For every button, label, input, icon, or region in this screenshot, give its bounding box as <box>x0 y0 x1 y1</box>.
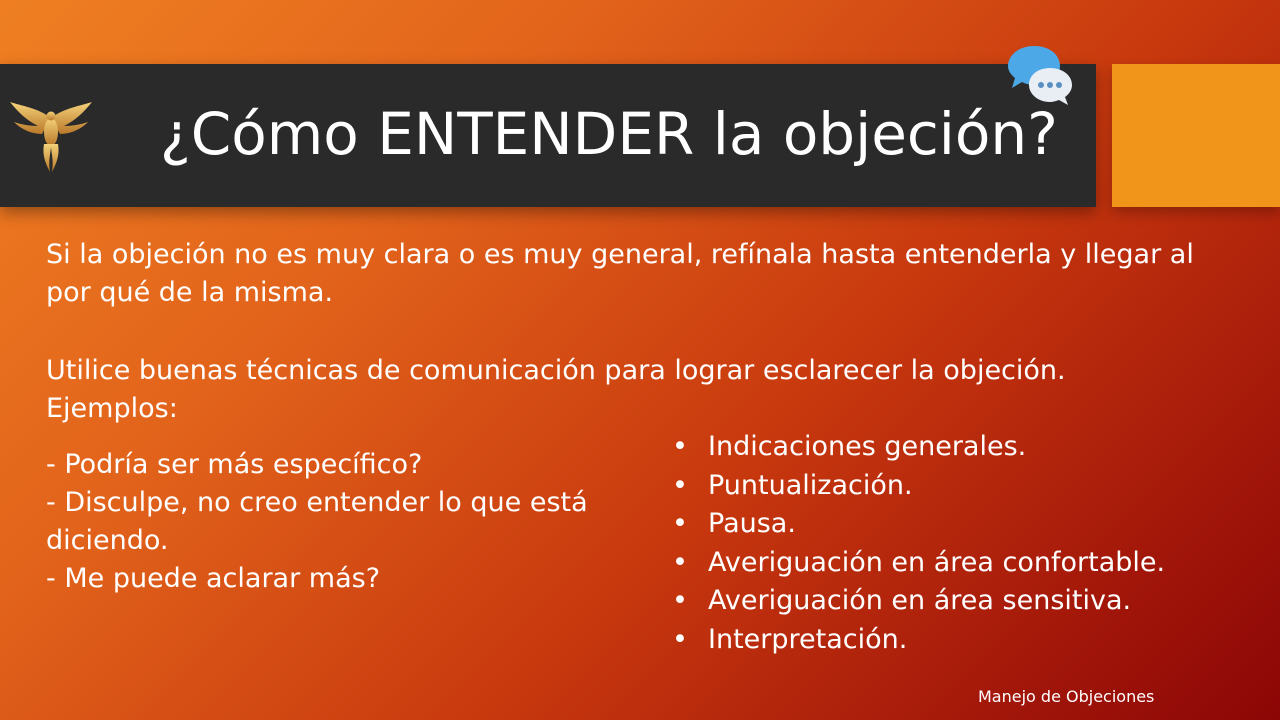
phoenix-logo-icon <box>8 98 94 174</box>
technique-label: Averiguación en área sensitiva. <box>708 585 1132 616</box>
example-item: - Disculpe, no creo entender lo que está diciendo. <box>46 487 588 556</box>
list-item <box>672 582 1252 621</box>
footer-text: Manejo de Objeciones <box>978 687 1155 706</box>
list-item <box>672 428 1252 467</box>
examples-label: Ejemplos: <box>46 393 178 424</box>
list-item <box>672 544 1252 583</box>
bullet-icon: • <box>672 508 688 539</box>
list-item <box>672 467 1252 506</box>
technique-label: Puntualización. <box>708 469 913 501</box>
techniques-paragraph <box>46 352 1206 428</box>
example-item: - Me puede aclarar más? <box>46 563 381 594</box>
list-item <box>672 621 1252 660</box>
technique-label: Averiguación en área confortable. <box>708 546 1166 578</box>
example-item: - Podría ser más específico? <box>46 449 423 480</box>
bullet-icon: • <box>672 546 688 578</box>
bullet-icon: • <box>672 623 688 655</box>
intro-paragraph: Si la objeción no es muy clara o es muy general, refínala hasta entenderla y llegar al por qué de la misma. <box>46 239 1194 308</box>
accent-box <box>1112 64 1280 207</box>
slide-title: ¿Cómo ENTENDER la objeción? <box>160 100 1058 168</box>
bullet-icon: • <box>672 469 688 501</box>
examples-list <box>46 446 606 598</box>
techniques-list <box>672 428 1252 659</box>
bullet-icon: • <box>672 585 688 616</box>
list-item <box>672 505 1252 544</box>
technique-label: Indicaciones generales. <box>708 431 1027 462</box>
technique-label: Pausa. <box>708 508 796 539</box>
bullet-icon: • <box>672 431 688 462</box>
technique-label: Interpretación. <box>708 623 908 655</box>
techniques-intro-line: Utilice buenas técnicas de comunicación para lograr esclarecer la objeción. <box>46 355 1066 386</box>
